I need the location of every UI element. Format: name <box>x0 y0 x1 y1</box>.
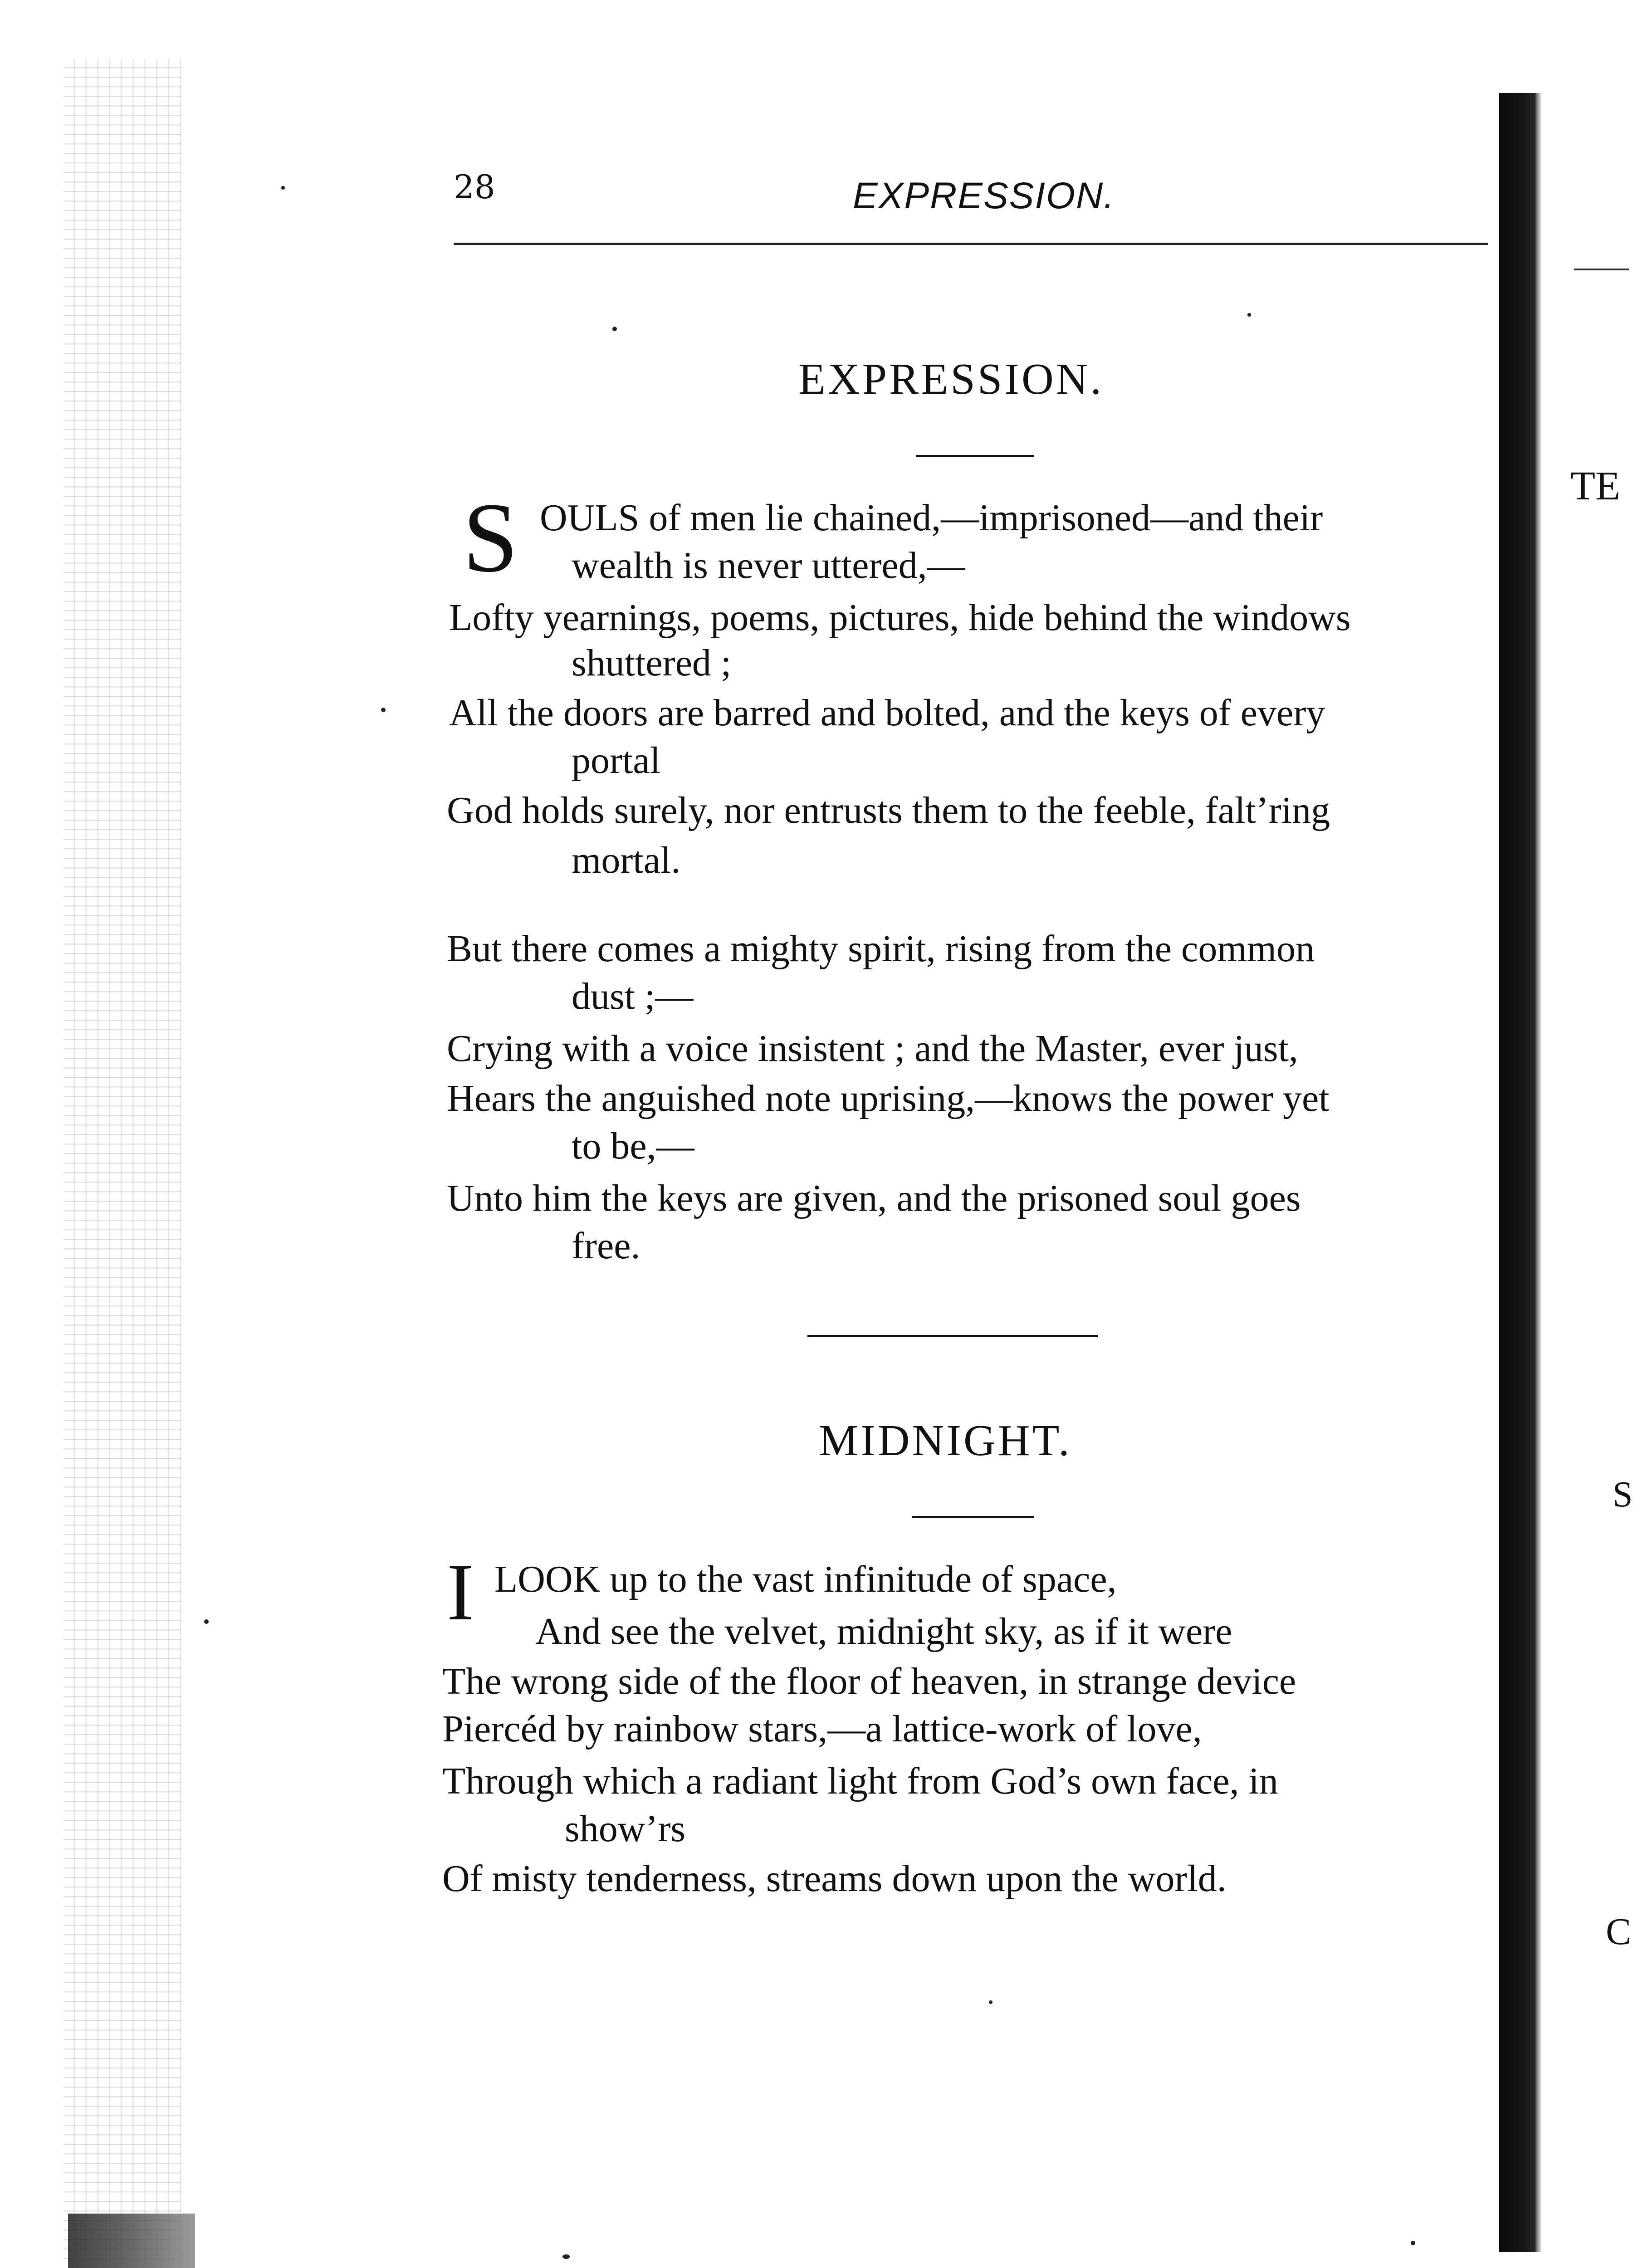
page-number: 28 <box>454 168 495 206</box>
dropcap: I <box>447 1547 474 1637</box>
title-rule <box>916 455 1034 457</box>
poem-title-expression: EXPRESSION. <box>798 355 1104 404</box>
left-gutter-scan-noise <box>64 59 181 2263</box>
dropcap: S <box>463 482 518 593</box>
next-page-rule <box>1574 269 1629 270</box>
section-divider <box>807 1335 1098 1337</box>
binding-edge <box>1535 93 1541 2252</box>
poem-line: dust ;— <box>572 975 694 1017</box>
poem-line: shuttered ; <box>572 642 732 684</box>
scan-speck <box>281 186 285 190</box>
poem-line: show’rs <box>565 1808 685 1850</box>
scan-speck <box>612 327 617 331</box>
poem-line: But there comes a mighty spirit, rising from the common <box>447 928 1315 970</box>
poem-line: to be,— <box>572 1125 694 1167</box>
poem-line: All the doors are barred and bolted, and the keys of every <box>449 692 1325 734</box>
scan-speck <box>1247 313 1251 317</box>
scan-speck <box>562 2254 570 2259</box>
title-rule <box>912 1516 1034 1518</box>
scan-speck <box>989 2000 993 2004</box>
scan-speck <box>381 708 386 712</box>
poem-line: Hears the anguished note uprising,—knows the power yet <box>447 1077 1330 1119</box>
poem-line: Piercéd by rainbow stars,—a lattice-work of love, <box>442 1708 1202 1750</box>
left-gutter-shadow <box>68 2214 195 2268</box>
poem-line: Through which a radiant light from God’s own face, in <box>442 1760 1278 1802</box>
scan-speck <box>1411 2241 1415 2245</box>
poem-line: Of misty tenderness, streams down upon the world. <box>442 1857 1227 1900</box>
poem-line: portal <box>572 739 660 782</box>
header-rule <box>454 243 1488 245</box>
next-page-fragment: S <box>1613 1475 1633 1515</box>
poem-line: Lofty yearnings, poems, pictures, hide behind the windows <box>449 596 1351 639</box>
poem-title-midnight: MIDNIGHT. <box>819 1416 1072 1465</box>
poem-line: LOOK up to the vast infinitude of space, <box>494 1558 1117 1600</box>
poem-line: mortal. <box>572 839 681 881</box>
next-page-fragment: TE <box>1570 464 1620 508</box>
poem-line: And see the velvet, midnight sky, as if it were <box>535 1610 1232 1652</box>
poem-line: God holds surely, nor entrusts them to the feeble, falt’ring <box>447 789 1330 831</box>
poem-line: Crying with a voice insistent ; and the Master, ever just, <box>447 1027 1298 1070</box>
binding-shadow <box>1499 93 1535 2252</box>
running-title: EXPRESSION. <box>853 175 1115 216</box>
scan-speck <box>204 1619 209 1624</box>
poem-line: free. <box>572 1225 640 1267</box>
poem-line: OULS of men lie chained,—imprisoned—and their <box>540 497 1323 539</box>
poem-line: wealth is never uttered,— <box>572 544 965 587</box>
poem-line: Unto him the keys are given, and the prisoned soul goes <box>447 1177 1301 1219</box>
poem-line: The wrong side of the floor of heaven, in strange device <box>442 1660 1296 1702</box>
next-page-fragment: C <box>1606 1911 1632 1953</box>
